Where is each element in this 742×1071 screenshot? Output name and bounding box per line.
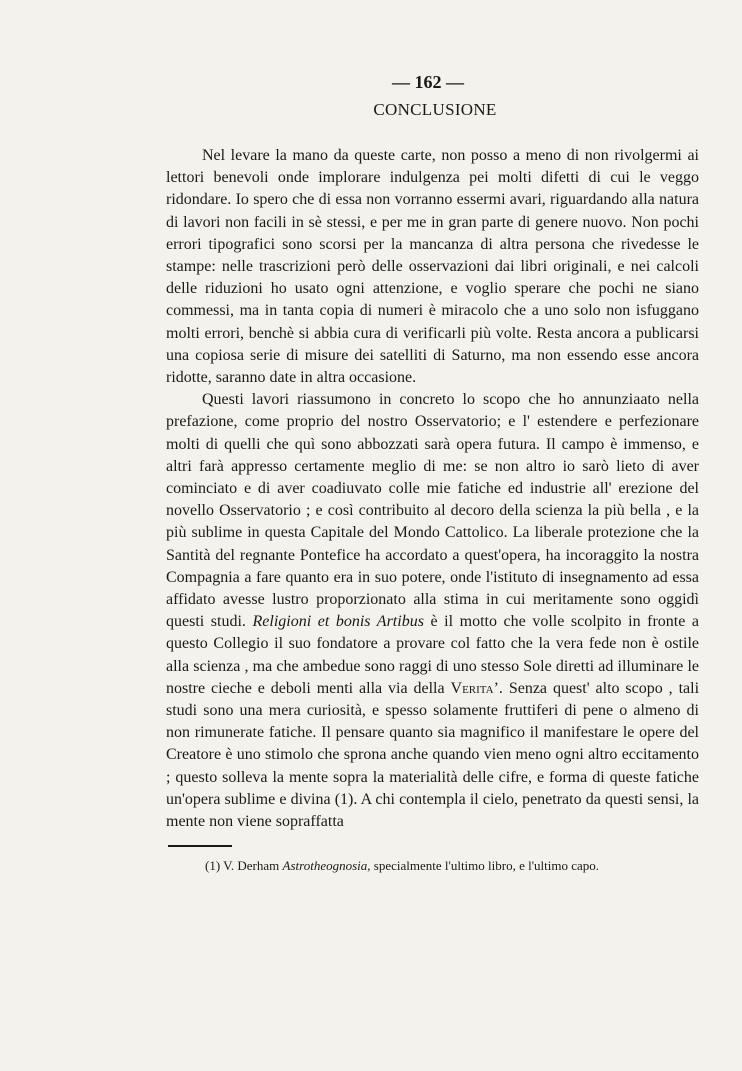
paragraph-1	[166, 145, 699, 389]
paragraph-2	[166, 389, 699, 833]
body-text	[166, 145, 699, 833]
verita-small-caps: Verita	[450, 679, 494, 697]
motto-italic: Religioni et bonis Artibus	[252, 613, 424, 631]
paragraph-1-text: Nel levare la mano da queste carte, non posso a meno di non rivolgermi ai lettori benevoli onde implorare indulgenza pei molti difetti di cui le veggo ridondare. Io spero che di essa non vorranno essermi avari, riguardando alla natura di lavori non facili in sè stessi, e per me in gran parte di genere nuovo. Non pochi errori tipografici sono scorsi per la mancanza di altra persona che rivedesse le stampe: nelle trascrizioni però delle osservazioni dai libri originali, e nei calcoli delle riduzioni ho usato ogni attenzione, e voglio sperare che pochi ne siano commessi, ma in tanta copia di numeri è miracolo che a uno solo non isfuggano molti errori, benchè si abbia cura di verificarli più volte. Resta ancora a publicarsi una copiosa serie di misure dei satelliti di Saturno, ma non essendo esse ancora ridotte, saranno date in altra occasione.	[166, 147, 699, 387]
footnote	[205, 858, 599, 874]
paragraph-2-part-1: Questi lavori riassumono in concreto lo scopo che ho annunziaato nella prefazione, come proprio del nostro Osservatorio; e l' estendere e perfezionare molti di quelli che quì sono abbozzati sarà opera futura. Il campo è immenso, e altri farà appresso certamente meglio di me: se non altro io sarò lieto di aver cominciato e di aver coadiuvato colle mie fatiche ed industrie all' erezione del novello Osservatorio ; e così contribuito al decoro della scienza la più bella , e la più sublime in questa Capitale del Mondo Cattolico. La liberale protezione che la Santità del regnante Pontefice ha accordato a quest'opera, ha incoraggito la nostra Compagnia a fare quanto era in suo potere, onde l'istituto di insegnamento ad essa affidato avesse lustro proporzionato alla stima in cui meritamente sono oggidì questi studi.	[166, 391, 699, 631]
paragraph-2-part-2: è il motto che volle scolpito in fronte a questo Collegio il suo fondatore a provare col fatto che la vera fede non è ostile alla scienza , ma che ambedue sono raggi di uno stesso Sole diretti ad illuminare le nostre cieche e deboli menti alla via della	[166, 613, 700, 697]
footnote-marker: (1) V. Derham	[205, 858, 280, 873]
page-title: CONCLUSIONE	[373, 100, 497, 119]
footnote-title: Astrotheognosia,	[282, 858, 371, 873]
paragraph-2-part-3: ’. Senza quest' alto scopo , tali studi sono una mera curiosità, e spesso solamente fruttiferi di pene o almeno di non rimunerate fatiche. Il pensare quanto sia magnifico il manifestare le opere del Creatore è uno stimolo che sprona anche quando vien meno ogni altro eccitamento ; questo solleva la mente sopra la materialità delle cifre, e forma di queste fatiche un'opera sublime e divina (1). A chi contempla il cielo, penetrato da questi sensi, la mente non viene sopraffatta	[166, 679, 700, 831]
footnote-rest: specialmente l'ultimo libro, e l'ultimo capo.	[373, 858, 600, 873]
footnote-rule	[168, 845, 232, 847]
page-number: — 162 —	[392, 72, 464, 92]
